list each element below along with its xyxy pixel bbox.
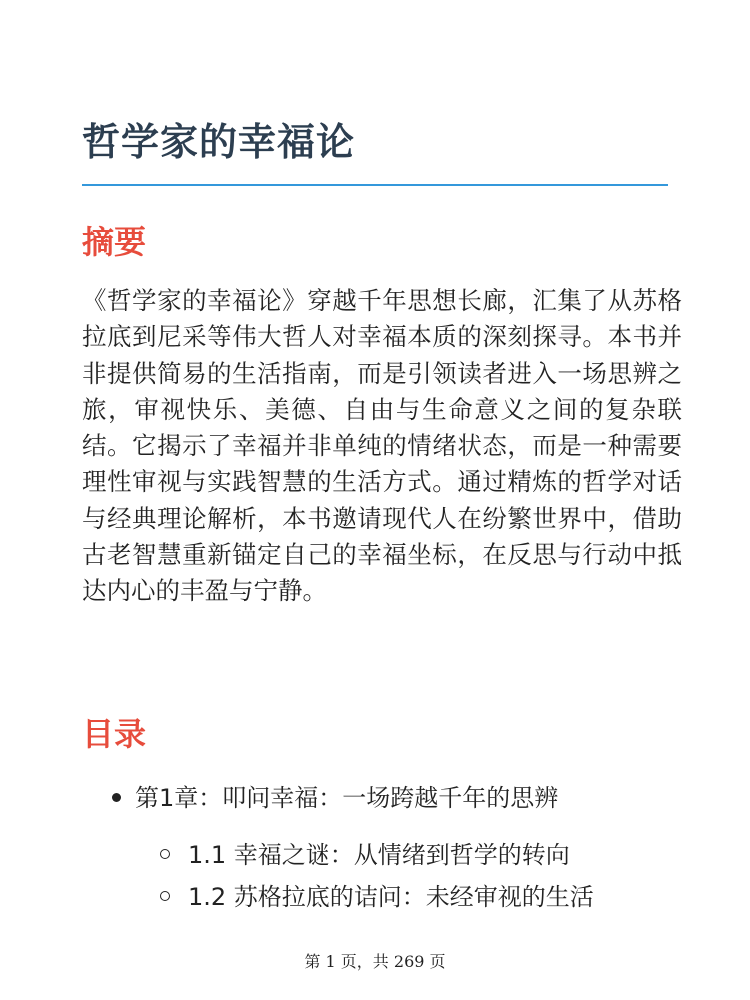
toc-section-label: 1.2 苏格拉底的诘问：未经审视的生活 (188, 883, 594, 911)
toc-chapter-label: 第1章：叩问幸福：一场跨越千年的思辨 (135, 784, 559, 812)
bullet-disc-icon (112, 793, 121, 802)
title-divider (82, 184, 668, 186)
abstract-heading: 摘要 (82, 223, 147, 261)
toc-chapter-item[interactable] (112, 781, 558, 815)
toc-section-item[interactable] (160, 838, 570, 872)
page-number-footer: 第 1 页，共 269 页 (304, 952, 446, 971)
abstract-body: 《哲学家的幸福论》穿越千年思想长廊，汇集了从苏格拉底到尼采等伟大哲人对幸福本质的深刻探寻。本书并非提供简易的生活指南，而是引领读者进入一场思辨之旅，审视快乐、美德、自由与生命意义之间的复杂联结。它揭示了幸福并非单纯的情绪状态，而是一种需要理性审视与实践智慧的生活方式。通过精炼的哲学对话与经典理论解析，本书邀请现代人在纷繁世界中，借助古老智慧重新锚定自己的幸福坐标，在反思与行动中抵达内心的丰盈与宁静。 (82, 286, 682, 606)
document-title: 哲学家的幸福论 (82, 120, 356, 164)
bullet-circle-icon (160, 849, 170, 859)
toc-heading: 目录 (82, 715, 147, 753)
toc-section-item[interactable] (160, 880, 594, 914)
bullet-circle-icon (160, 891, 170, 901)
toc-section-label: 1.1 幸福之谜：从情绪到哲学的转向 (188, 841, 570, 869)
